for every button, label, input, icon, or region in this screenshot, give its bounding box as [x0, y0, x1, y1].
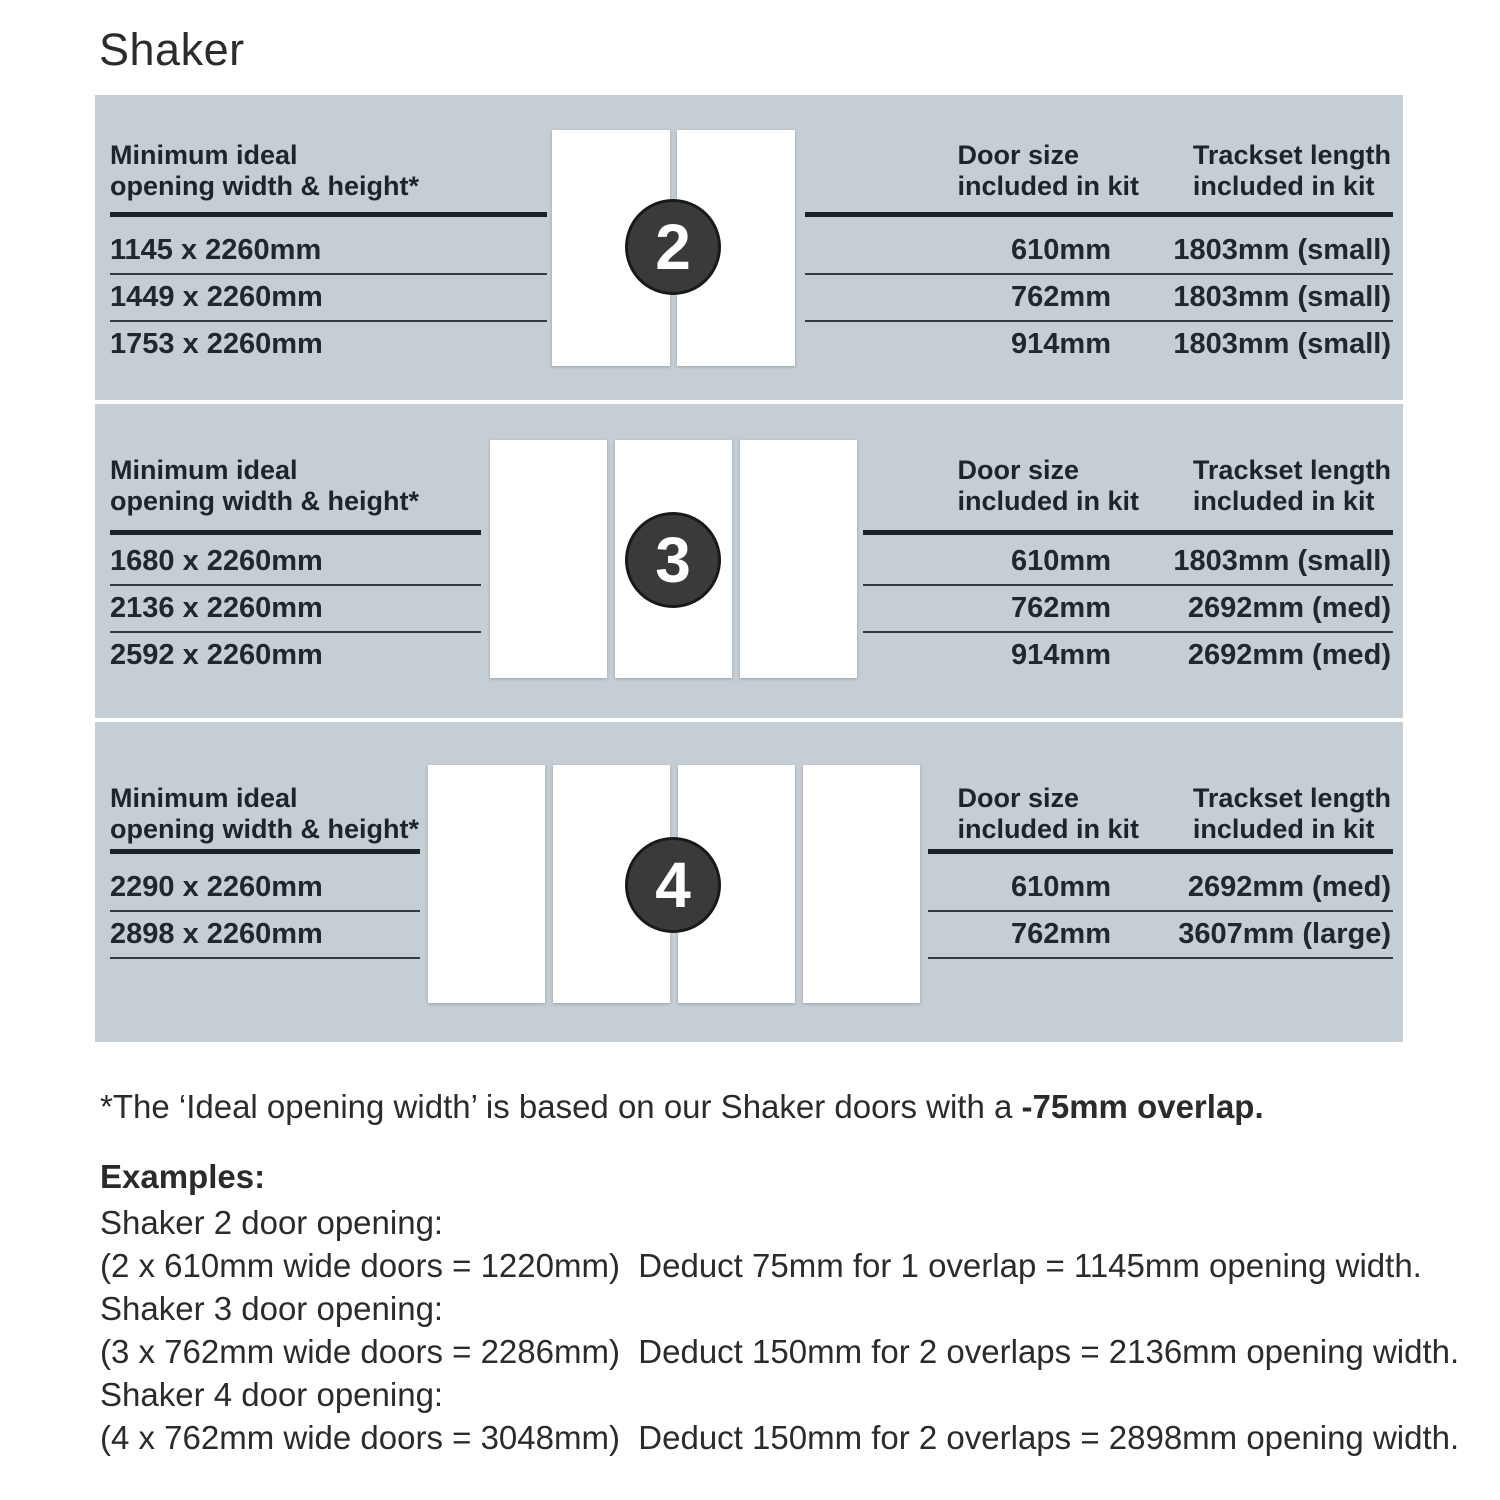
opening-size-header	[110, 455, 481, 530]
opening-size-header	[110, 783, 420, 849]
footnote-text: *The ‘Ideal opening width’ is based on our Shaker doors with a	[100, 1088, 1022, 1125]
header-line: included in kit	[957, 486, 1139, 516]
kit-row	[928, 865, 1393, 912]
door-size-value: 762mm	[1011, 592, 1111, 624]
door-panel	[803, 765, 920, 1003]
header-line: opening width & height*	[110, 171, 419, 201]
kit-rows	[863, 535, 1393, 678]
door-size-value: 762mm	[1011, 918, 1111, 950]
trackset-value: 1803mm (small)	[1173, 281, 1391, 313]
kit-row	[805, 322, 1393, 367]
example-line: Shaker 2 door opening:	[100, 1204, 444, 1241]
trackset-value: 2692mm (med)	[1187, 592, 1391, 624]
opening-size-rows	[110, 217, 547, 367]
door-count-badge-2: 2	[625, 199, 721, 295]
door-size-value: 610mm	[1011, 545, 1111, 577]
header-line: Trackset length	[1192, 455, 1391, 485]
header-line: included in kit	[1192, 486, 1375, 516]
trackset-length-header	[1143, 140, 1393, 212]
header-line: Minimum ideal	[110, 455, 298, 485]
kit-row	[928, 912, 1393, 959]
opening-size-table-4door	[110, 783, 420, 959]
door-size-value: 610mm	[1011, 234, 1111, 266]
door-panel	[740, 440, 857, 678]
door-size-value: 610mm	[1011, 871, 1111, 903]
opening-size-row: 2290 x 2260mm	[110, 865, 420, 912]
opening-size-row: 1680 x 2260mm	[110, 539, 481, 586]
opening-size-header	[110, 140, 547, 212]
kit-row	[805, 275, 1393, 322]
opening-size-row: 1145 x 2260mm	[110, 228, 547, 275]
kit-rows	[928, 854, 1393, 959]
door-size-value: 914mm	[1011, 639, 1111, 671]
opening-size-row: 2592 x 2260mm	[110, 639, 323, 671]
door-size-header	[928, 783, 1143, 849]
section-divider	[95, 400, 1403, 404]
header-line: Door size	[957, 140, 1080, 170]
footnote	[100, 1085, 1490, 1129]
opening-size-rows	[110, 854, 420, 959]
opening-size-row: 1449 x 2260mm	[110, 275, 547, 322]
examples-heading: Examples:	[100, 1158, 266, 1195]
trackset-value: 2692mm (med)	[1187, 639, 1391, 671]
door-size-header	[863, 455, 1143, 530]
door-count-badge-3: 3	[625, 512, 721, 608]
header-line: Trackset length	[1192, 140, 1391, 170]
trackset-value: 1803mm (small)	[1173, 328, 1391, 360]
example-line: Shaker 3 door opening:	[100, 1290, 444, 1327]
trackset-value: 2692mm (med)	[1187, 871, 1391, 903]
door-size-header	[805, 140, 1143, 212]
header-line: included in kit	[1192, 814, 1375, 844]
opening-size-row: 1753 x 2260mm	[110, 328, 323, 360]
door-panel	[490, 440, 607, 678]
opening-size-row: 2898 x 2260mm	[110, 912, 420, 959]
header-line: Trackset length	[1192, 783, 1391, 813]
kit-table-3door	[863, 455, 1393, 678]
spec-panel	[95, 95, 1403, 1042]
kit-table-2door	[805, 140, 1393, 367]
example-line: (3 x 762mm wide doors = 2286mm) Deduct 150mm for 2 overlaps = 2136mm opening width.	[100, 1333, 1460, 1370]
example-line: (4 x 762mm wide doors = 3048mm) Deduct 150mm for 2 overlaps = 2898mm opening width.	[100, 1419, 1460, 1456]
header-line: included in kit	[957, 171, 1139, 201]
example-line: Shaker 4 door opening:	[100, 1376, 444, 1413]
door-size-value: 914mm	[1011, 328, 1111, 360]
header-line: opening width & height*	[110, 486, 419, 516]
header-line: opening width & height*	[110, 814, 419, 844]
trackset-value: 3607mm (large)	[1178, 918, 1391, 950]
kit-row	[805, 228, 1393, 275]
opening-size-table-2door	[110, 140, 547, 367]
trackset-value: 1803mm (small)	[1173, 545, 1391, 577]
door-count-badge-4: 4	[625, 837, 721, 933]
kit-table-4door	[928, 783, 1393, 959]
header-line: Minimum ideal	[110, 783, 298, 813]
section-divider	[95, 718, 1403, 722]
door-size-value: 762mm	[1011, 281, 1111, 313]
kit-table-header	[805, 140, 1393, 212]
kit-table-header	[928, 783, 1393, 849]
header-line: included in kit	[957, 814, 1139, 844]
door-panel	[428, 765, 545, 1003]
kit-row	[863, 633, 1393, 678]
page-title: Shaker	[99, 24, 245, 75]
footnote-bold: -75mm overlap.	[1021, 1088, 1264, 1125]
kit-rows	[805, 217, 1393, 367]
notes-area	[100, 1085, 1490, 1459]
header-line: Minimum ideal	[110, 140, 298, 170]
trackset-value: 1803mm (small)	[1173, 234, 1391, 266]
kit-row	[863, 539, 1393, 586]
trackset-length-header	[1143, 455, 1393, 530]
kit-table-header	[863, 455, 1393, 530]
kit-row	[863, 586, 1393, 633]
example-line: (2 x 610mm wide doors = 1220mm) Deduct 75mm for 1 overlap = 1145mm opening width.	[100, 1247, 1422, 1284]
header-line: Door size	[957, 783, 1080, 813]
header-line: Door size	[957, 455, 1080, 485]
header-line: included in kit	[1192, 171, 1375, 201]
opening-size-row: 2136 x 2260mm	[110, 586, 481, 633]
opening-size-rows	[110, 535, 481, 678]
opening-size-table-3door	[110, 455, 481, 678]
trackset-length-header	[1143, 783, 1393, 849]
